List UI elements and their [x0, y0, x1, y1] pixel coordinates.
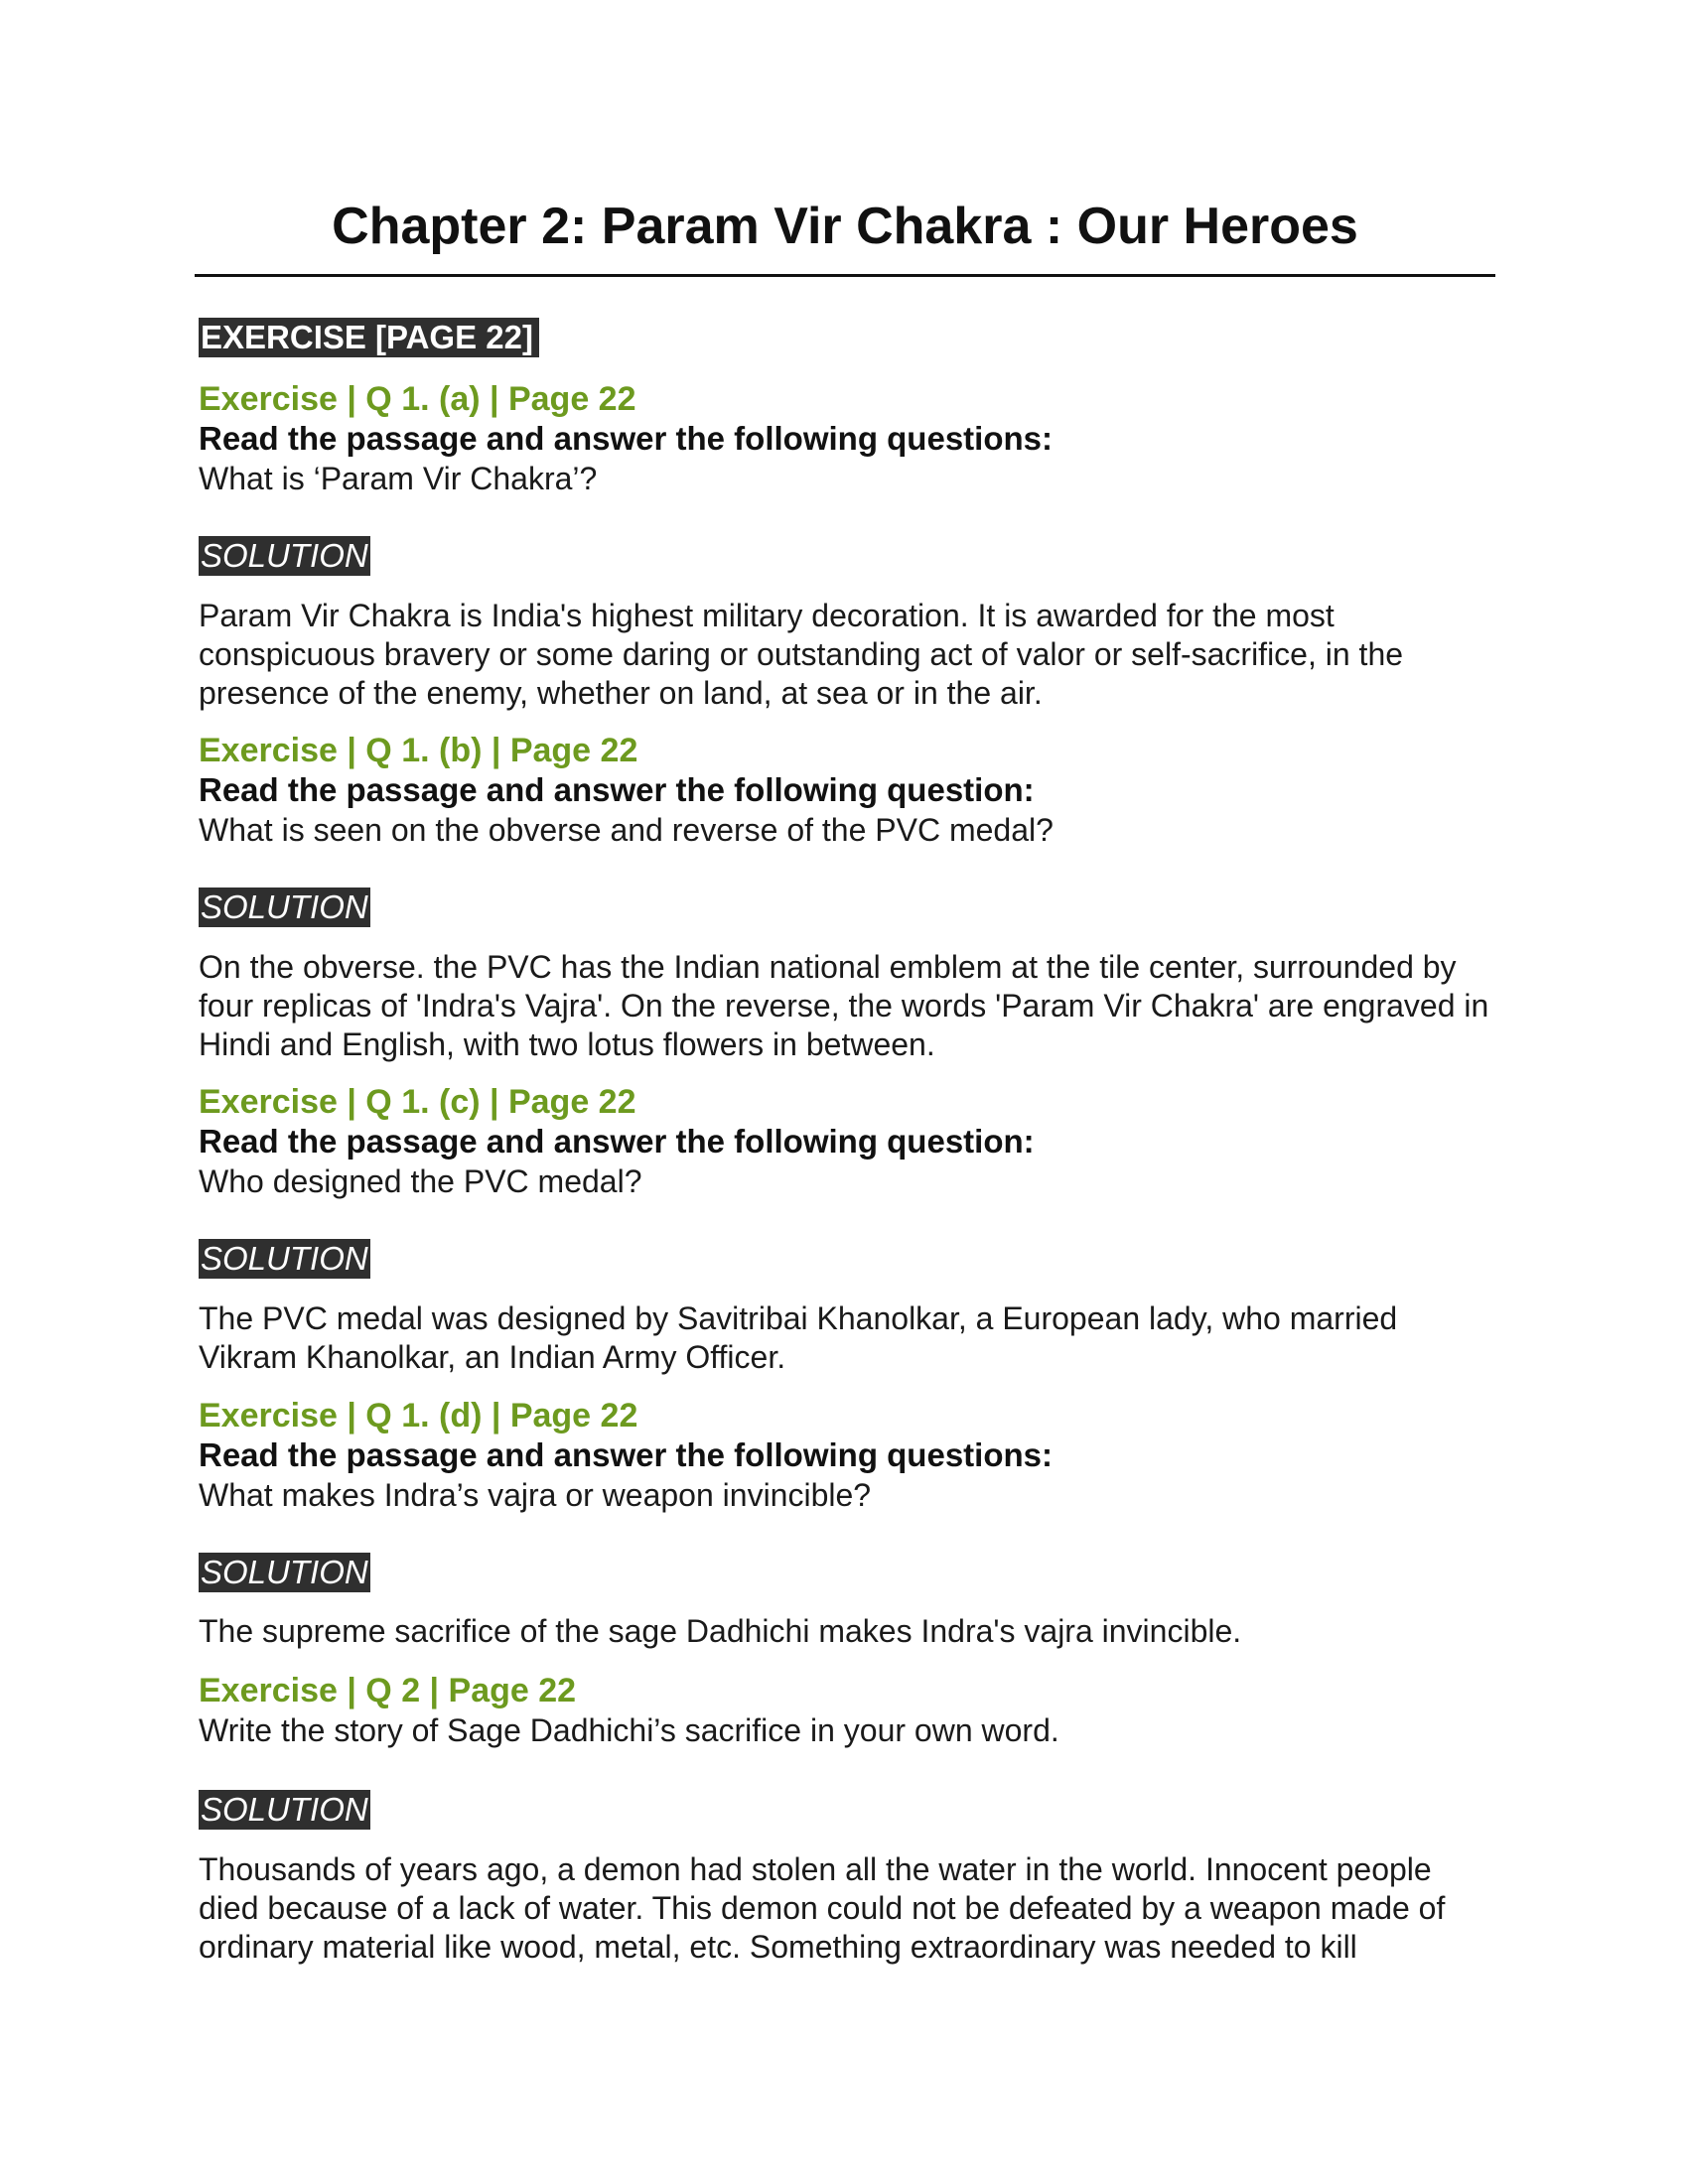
question-text: What is seen on the obverse and reverse of the PVC medal?	[199, 812, 1054, 848]
question-text: What makes Indra’s vajra or weapon invincible?	[199, 1477, 872, 1513]
exercise-header: EXERCISE [PAGE 22]	[199, 318, 539, 357]
solution-text: The supreme sacrifice of the sage Dadhichi makes Indra's vajra invincible.	[199, 1613, 1242, 1649]
solution-text: Param Vir Chakra is India's highest military decoration. It is awarded for the most conspicuous bravery or some daring or outstanding act of valor or self-sacrifice, in the presence of the enemy, whether on land, at sea or in the air.	[199, 598, 1404, 711]
question-text: Write the story of Sage Dadhichi’s sacrifice in your own word.	[199, 1712, 1059, 1748]
question-text: What is ‘Param Vir Chakra’?	[199, 461, 598, 496]
question-instruction: Read the passage and answer the following question:	[199, 771, 1035, 808]
question-block-1d	[199, 1396, 1499, 1515]
question-instruction: Read the passage and answer the following questions:	[199, 1436, 1053, 1473]
solution-text: The PVC medal was designed by Savitribai Khanolkar, a European lady, who married Vikram Khanolkar, an Indian Army Officer.	[199, 1300, 1398, 1375]
question-block-2	[199, 1671, 1499, 1750]
question-block-1b	[199, 731, 1499, 850]
question-label[interactable]: Exercise | Q 2 | Page 22	[199, 1672, 577, 1709]
question-label[interactable]: Exercise | Q 1. (b) | Page 22	[199, 732, 638, 769]
question-text: Who designed the PVC medal?	[199, 1163, 642, 1199]
solution-badge: SOLUTION	[201, 1240, 368, 1277]
title-divider	[195, 274, 1495, 277]
solution-badge: SOLUTION	[201, 537, 368, 574]
question-label[interactable]: Exercise | Q 1. (a) | Page 22	[199, 380, 636, 418]
question-label[interactable]: Exercise | Q 1. (d) | Page 22	[199, 1397, 638, 1434]
solution-badge: SOLUTION	[201, 1791, 368, 1828]
solution-badge: SOLUTION	[201, 1554, 368, 1590]
solution-text: Thousands of years ago, a demon had stolen all the water in the world. Innocent people died because of a lack of water. This demon could not be defeated by a weapon made of ordinary material like wood, metal, etc. Something extraordinary was needed to kill	[199, 1851, 1446, 1965]
solution-badge: SOLUTION	[201, 888, 368, 925]
question-block-1c	[199, 1082, 1499, 1201]
page-title: Chapter 2: Param Vir Chakra : Our Heroes	[332, 198, 1358, 255]
question-instruction: Read the passage and answer the following questions:	[199, 420, 1053, 457]
question-block-1a	[199, 379, 1499, 498]
solution-text: On the obverse. the PVC has the Indian national emblem at the tile center, surrounded by four replicas of 'Indra's Vajra'. On the reverse, the words 'Param Vir Chakra' are engraved in Hindi and English, with two lotus flowers in between.	[199, 949, 1489, 1062]
question-instruction: Read the passage and answer the following question:	[199, 1123, 1035, 1160]
question-label[interactable]: Exercise | Q 1. (c) | Page 22	[199, 1083, 636, 1121]
